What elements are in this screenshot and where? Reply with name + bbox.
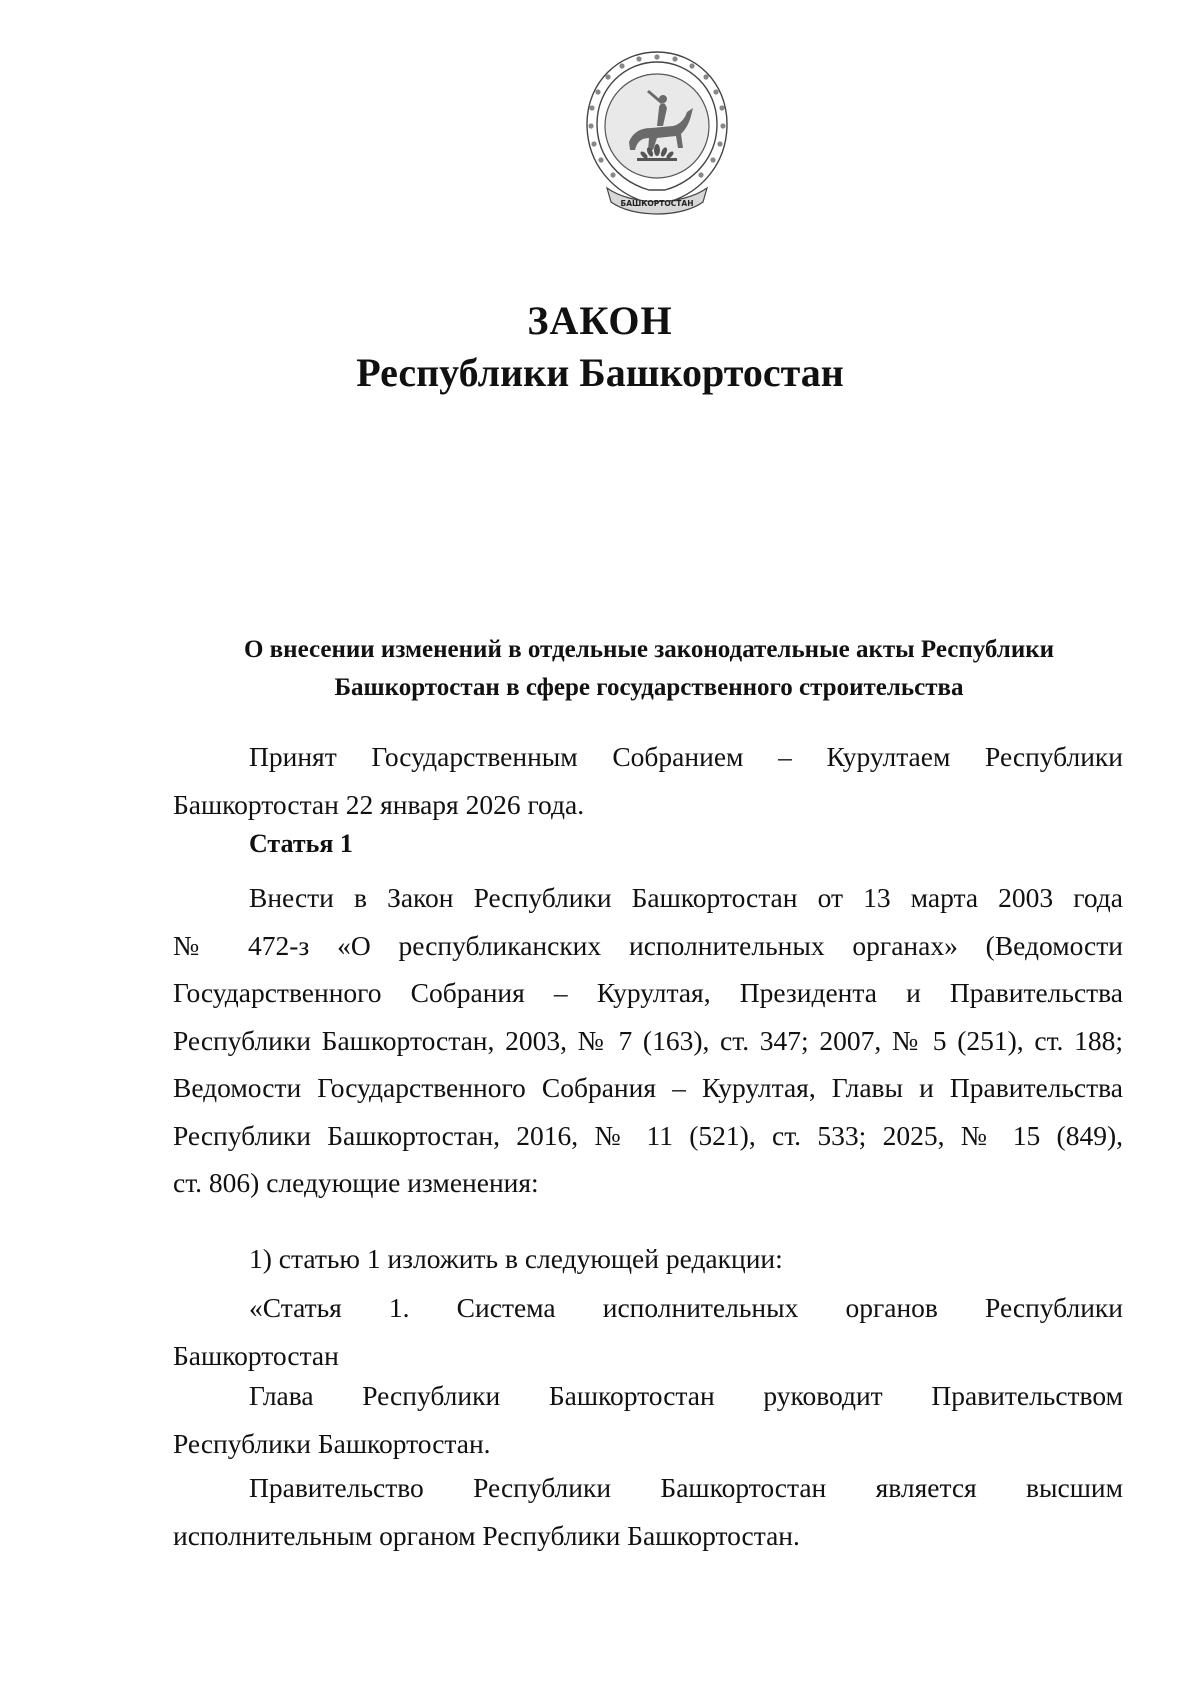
quoted-paragraph: [173, 1464, 1123, 1559]
article-line: Республики Башкортостан, 2003, № 7 (163), ст. 347; 2007, № 5 (251), ст. 188;: [173, 1024, 1123, 1056]
article-1-body: [173, 874, 1123, 1207]
quoted-article-heading: [173, 1284, 1123, 1379]
article-line: № 472-з «О республиканских исполнительных органах» (Ведомости: [173, 929, 1123, 961]
article-heading: [173, 820, 1123, 868]
adoption-note-line: Принят Государственным Собранием – Курултаем Республики: [249, 741, 1123, 772]
article-line: Внести в Закон Республики Башкортостан от 13 марта 2003 года: [249, 882, 1123, 913]
adoption-note: [173, 733, 1123, 828]
coat-of-arms-emblem: [577, 46, 737, 232]
law-subject-line: Башкортостан в сфере государственного строительства: [334, 674, 964, 701]
law-subject: [170, 631, 1128, 707]
paragraph-line: исполнительным органом Республики Башкортостан.: [173, 1519, 800, 1551]
quoted-paragraph: [173, 1372, 1123, 1467]
document-type-heading: ЗАКОН: [527, 298, 673, 343]
article-line: ст. 806) следующие изменения:: [173, 1167, 539, 1198]
document-title: [0, 296, 1200, 400]
quoted-heading-line: Башкортостан: [173, 1339, 339, 1371]
article-line: Республики Башкортостан, 2016, № 11 (521), ст. 533; 2025, № 15 (849),: [173, 1119, 1123, 1151]
paragraph-line: Глава Республики Башкортостан руководит Правительством: [249, 1380, 1123, 1411]
amendment-item-text: 1) статью 1 изложить в следующей редакции:: [249, 1243, 783, 1274]
svg-text:БАШКОРТОСТАН: БАШКОРТОСТАН: [620, 199, 694, 208]
document-region-heading: Республики Башкортостан: [356, 350, 844, 395]
article-line: Ведомости Государственного Собрания – Курултая, Главы и Правительства: [173, 1072, 1123, 1103]
article-line: Государственного Собрания – Курултая, Президента и Правительства: [173, 977, 1123, 1008]
article-1-heading: Статья 1: [249, 829, 353, 858]
paragraph-line: Республики Башкортостан.: [173, 1427, 491, 1459]
paragraph-line: Правительство Республики Башкортостан является высшим: [249, 1472, 1123, 1503]
law-subject-line: О внесении изменений в отдельные законодательные акты Республики: [243, 636, 1055, 663]
amendment-item-1: [173, 1235, 1123, 1283]
quoted-heading-line: «Статья 1. Система исполнительных органов Республики: [249, 1292, 1123, 1323]
adoption-note-line: Башкортостан 22 января 2026 года.: [173, 788, 585, 820]
